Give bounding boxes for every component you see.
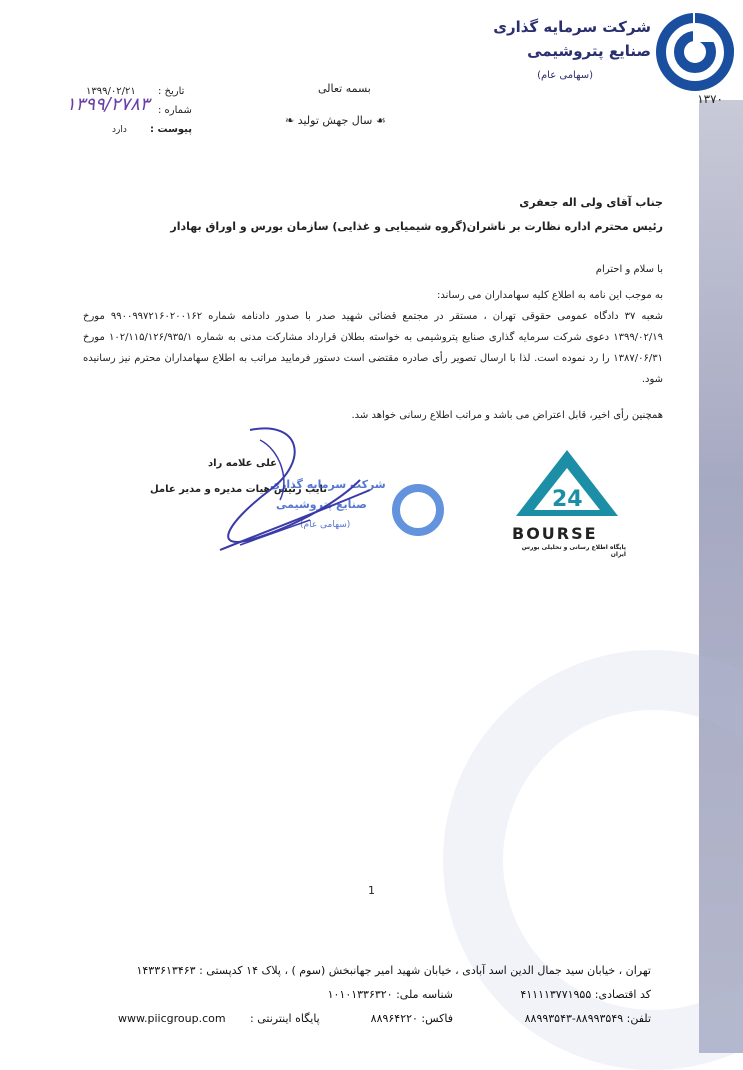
slogan-line (285, 114, 386, 127)
stamp-line3: (سهامی عام) (300, 520, 351, 530)
attachment-label: پیوست : (150, 124, 193, 135)
company-logo-icon (655, 12, 735, 92)
closing-line: همچنین رأی اخیر، قابل اعتراض می باشد و مراتب اطلاع رسانی خواهد شد. (351, 410, 663, 421)
basmala: بسمه تعالی (318, 82, 371, 95)
recipient-title: رئیس محترم اداره نظارت بر ناشران(گروه شیمیایی و غذایی) سازمان بورس و اوراق بهادار (170, 220, 663, 233)
bourse-logo (508, 446, 626, 556)
stamp-line2: صنایع پتروشیمی (276, 498, 367, 511)
intro-line: به موجب این نامه به اطلاع کلیه سهامداران می رساند: (437, 290, 663, 301)
signer-position: نایب رئیس هیات مدیره و مدیر عامل (150, 484, 327, 495)
body-paragraph: شعبه ۳۷ دادگاه عمومی حقوقی تهران ، مستقر در مجتمع قضائی شهید صدر با صدور دادنامه شماره ۹۹۰۰۹۹۷۲۱۶۰۲۰۰۱۶۲ مورخ ۱۳۹۹/۰۲/۱۹ دعوی شرکت سرمایه گذاری صنایع پتروشیمی به خواسته بطلان قرارداد مشارکت مدنی به شماره ۱۰۲/۱۱۵/۱۲۶/۹۳۵/۱ مورخ ۱۳۸۷/۰۶/۳۱ را رد نموده است. لذا با ارسال تصویر رأی صادره مقتضی است دستور فرمایید مراتب به اطلاع سهامداران محترم نیز رسانیده شود. (83, 311, 663, 385)
recipient-name: جناب آقای ولی اله جعفری (519, 196, 663, 209)
footer-national-id: شناسه ملی: ۱۰۱۰۱۳۳۶۳۲۰ (327, 988, 453, 1001)
logo-year: ۱۳۷۰ (697, 92, 723, 106)
ornament-left-icon: ❧ (285, 114, 295, 127)
page-number: 1 (368, 884, 375, 897)
bourse-digits: 24 (552, 487, 583, 512)
attachment-value: دارد (112, 125, 127, 135)
signer-name: علی علامه راد (208, 458, 277, 469)
footer-website-label: پایگاه اینترنتی : (250, 1012, 320, 1025)
date-value: ۱۳۹۹/۰۲/۲۱ (86, 86, 136, 97)
footer-address: تهران ، خیابان سید جمال الدین اسد آبادی ، خیابان شهید امیر جهانبخش (سوم ) ، پلاک ۱۴ کدپستی : ۱۴۳۳۶۱۳۴۶۳ (136, 964, 651, 977)
footer-economic-code: کد اقتصادی: ۴۱۱۱۱۳۷۷۱۹۵۵ (520, 988, 651, 1001)
footer-phone: تلفن: ۸۸۹۹۳۵۴۹-۸۸۹۹۳۵۴۳ (524, 1012, 651, 1025)
greeting: با سلام و احترام (595, 264, 663, 275)
company-name-line1: شرکت سرمایه گذاری (493, 18, 651, 36)
stamp-line1: شرکت سرمایه گذاری (270, 478, 386, 491)
slogan: سال جهش تولید (297, 114, 373, 127)
company-name-line2: صنایع پتروشیمی (527, 42, 651, 60)
footer-fax: فاکس: ۸۸۹۶۴۲۲۰ (370, 1012, 453, 1025)
handwritten-signature (190, 420, 390, 560)
company-name-line3: (سهامی عام) (537, 70, 593, 81)
watermark-circle (443, 650, 743, 1070)
date-label: تاریخ : (158, 86, 185, 97)
footer-website-link[interactable]: www.piicgroup.com (118, 1012, 226, 1025)
number-value: ۱۳۹۹/۲۷۸۳ (66, 94, 150, 115)
ornament-right-icon: ☙ (375, 114, 386, 127)
bourse-logo-text: BOURSE (512, 524, 598, 543)
number-label: شماره : (158, 105, 192, 116)
bourse-caption: پایگاه اطلاع رسانی و تحلیلی بورس ایران (521, 544, 626, 558)
